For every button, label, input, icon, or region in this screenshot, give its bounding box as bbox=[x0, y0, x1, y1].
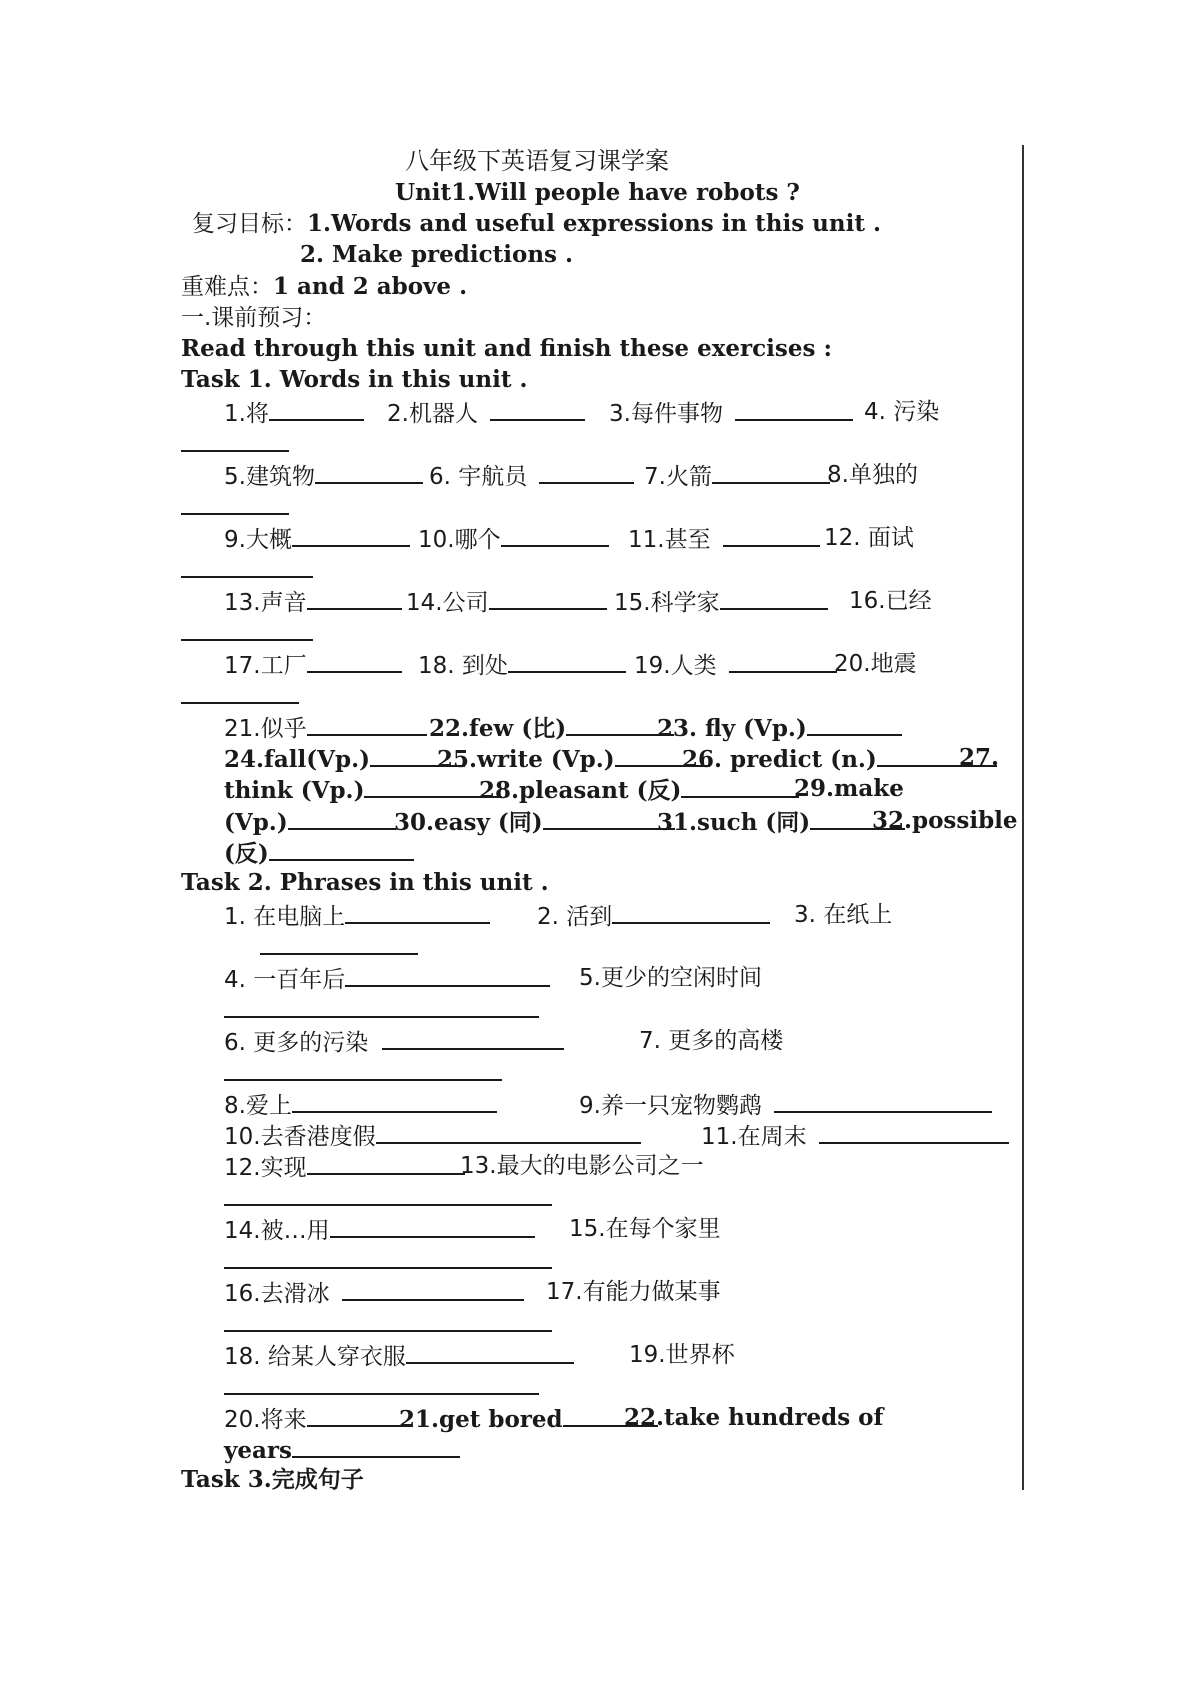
review-goals bbox=[192, 209, 881, 239]
answer-blank[interactable] bbox=[406, 1340, 574, 1364]
word-item: (反) bbox=[224, 840, 269, 867]
word-item: 8.单独的 bbox=[827, 462, 918, 488]
answer-blank[interactable] bbox=[508, 649, 626, 673]
word-row-4-wrap bbox=[181, 617, 313, 649]
phrase-item: 22.take hundreds of bbox=[624, 1404, 884, 1431]
word-row-3-wrap bbox=[181, 554, 313, 586]
word-item: 18. 到处 bbox=[418, 653, 508, 679]
word-item: 20.地震 bbox=[834, 651, 917, 677]
phrase-row-5 bbox=[224, 1120, 1014, 1150]
phrase-item: 6. 更多的污染 bbox=[224, 1030, 369, 1056]
answer-blank[interactable] bbox=[292, 523, 410, 547]
answer-blank[interactable] bbox=[729, 649, 837, 673]
answer-blank[interactable] bbox=[735, 397, 853, 421]
phrase-item: 3. 在纸上 bbox=[794, 902, 893, 928]
answer-blank[interactable] bbox=[681, 774, 799, 798]
word-item: 29.make bbox=[794, 775, 904, 802]
answer-blank[interactable] bbox=[490, 397, 585, 421]
answer-blank[interactable] bbox=[181, 554, 313, 578]
word-row-8 bbox=[224, 774, 1004, 804]
answer-blank[interactable] bbox=[612, 900, 770, 924]
answer-blank[interactable] bbox=[292, 1089, 497, 1113]
answer-blank[interactable] bbox=[269, 837, 414, 861]
answer-blank[interactable] bbox=[292, 1434, 460, 1458]
phrase-row-3 bbox=[224, 1026, 1004, 1056]
word-item: 6. 宇航员 bbox=[429, 464, 528, 490]
phrase-item: 2. 活到 bbox=[537, 904, 613, 930]
answer-blank[interactable] bbox=[489, 586, 607, 610]
phrase-item: 1. 在电脑上 bbox=[224, 904, 346, 930]
phrase-item: 17.有能力做某事 bbox=[546, 1279, 721, 1305]
phrase-item: years bbox=[224, 1437, 292, 1464]
phrase-item: 14.被…用 bbox=[224, 1218, 330, 1244]
word-item: 5.建筑物 bbox=[224, 464, 315, 490]
phrase-item: 18. 给某人穿衣服 bbox=[224, 1344, 406, 1370]
goals-label: 复习目标： bbox=[192, 211, 307, 237]
phrase-item: 12.实现 bbox=[224, 1155, 307, 1181]
phrase-row-8 bbox=[224, 1277, 1004, 1307]
word-item: 11.甚至 bbox=[628, 527, 711, 553]
task2-title: Task 2. Phrases in this unit . bbox=[181, 869, 549, 896]
phrase-row-9-wrap bbox=[224, 1371, 539, 1403]
word-item: 16.已经 bbox=[849, 588, 932, 614]
phrase-row-10-wrap bbox=[224, 1434, 460, 1466]
word-item: 24.fall(Vp.) bbox=[224, 746, 370, 773]
word-row-2-wrap bbox=[181, 491, 289, 523]
right-border-line bbox=[1022, 145, 1024, 1490]
answer-blank[interactable] bbox=[224, 1308, 552, 1332]
answer-blank[interactable] bbox=[260, 931, 418, 955]
phrase-item: 9.养一只宠物鹦鹉 bbox=[579, 1093, 762, 1119]
answer-blank[interactable] bbox=[181, 428, 289, 452]
word-item: 9.大概 bbox=[224, 527, 292, 553]
instructions: Read through this unit and finish these exercises : bbox=[181, 335, 832, 362]
answer-blank[interactable] bbox=[501, 523, 609, 547]
phrase-item: 16.去滑冰 bbox=[224, 1281, 330, 1307]
answer-blank[interactable] bbox=[224, 1371, 539, 1395]
task1-title: Task 1. Words in this unit . bbox=[181, 366, 528, 393]
phrase-row-8-wrap bbox=[224, 1308, 552, 1340]
phrase-item: 13.最大的电影公司之一 bbox=[460, 1153, 704, 1179]
word-item: 26. predict (n.) bbox=[682, 746, 877, 773]
phrase-row-1 bbox=[224, 900, 1004, 930]
word-item: 7.火箭 bbox=[644, 464, 712, 490]
answer-blank[interactable] bbox=[307, 1403, 402, 1427]
answer-blank[interactable] bbox=[288, 806, 396, 830]
word-row-5-wrap bbox=[181, 680, 299, 712]
answer-blank[interactable] bbox=[224, 994, 539, 1018]
word-row-6 bbox=[224, 712, 1004, 742]
answer-blank[interactable] bbox=[307, 1151, 465, 1175]
answer-blank[interactable] bbox=[345, 900, 490, 924]
phrase-item: 7. 更多的高楼 bbox=[639, 1028, 784, 1054]
word-item: 31.such (同) bbox=[657, 809, 811, 836]
phrase-row-7-wrap bbox=[224, 1245, 552, 1277]
answer-blank[interactable] bbox=[307, 649, 402, 673]
phrase-row-2-wrap bbox=[224, 994, 539, 1026]
phrase-row-2 bbox=[224, 963, 1004, 993]
answer-blank[interactable] bbox=[342, 1277, 524, 1301]
word-row-1-wrap bbox=[181, 428, 289, 460]
word-row-7 bbox=[224, 743, 1004, 773]
phrase-row-3-wrap bbox=[224, 1057, 502, 1089]
goal-1: 1.Words and useful expressions in this unit . bbox=[307, 210, 882, 237]
phrase-item: 21.get bored bbox=[399, 1406, 563, 1433]
word-item: 2.机器人 bbox=[387, 401, 478, 427]
answer-blank[interactable] bbox=[224, 1057, 502, 1081]
word-item: 22.few (比) bbox=[429, 715, 567, 742]
phrase-item: 19.世界杯 bbox=[629, 1342, 735, 1368]
answer-blank[interactable] bbox=[307, 712, 427, 736]
answer-blank[interactable] bbox=[819, 1120, 1009, 1144]
word-item: 10.哪个 bbox=[418, 527, 501, 553]
word-item: (Vp.) bbox=[224, 809, 288, 836]
phrase-item: 5.更少的空闲时间 bbox=[579, 965, 762, 991]
word-item: 14.公司 bbox=[406, 590, 489, 616]
word-row-4 bbox=[224, 586, 1004, 616]
phrase-item: 8.爱上 bbox=[224, 1093, 292, 1119]
phrase-item: 4. 一百年后 bbox=[224, 967, 346, 993]
answer-blank[interactable] bbox=[269, 397, 364, 421]
phrase-row-9 bbox=[224, 1340, 1004, 1370]
phrase-item: 15.在每个家里 bbox=[569, 1216, 721, 1242]
word-item: 21.似乎 bbox=[224, 716, 307, 742]
key-text: 1 and 2 above . bbox=[273, 273, 468, 300]
answer-blank[interactable] bbox=[345, 963, 550, 987]
task3-title: Task 3.完成句子 bbox=[181, 1466, 364, 1493]
word-item: 12. 面试 bbox=[824, 525, 914, 551]
key-points bbox=[181, 272, 467, 302]
phrase-row-7 bbox=[224, 1214, 1004, 1244]
section-preview-heading: 一.课前预习： bbox=[181, 305, 327, 331]
phrase-row-1-wrap bbox=[260, 931, 418, 963]
goal-2: 2. Make predictions . bbox=[300, 241, 574, 268]
answer-blank[interactable] bbox=[807, 712, 902, 736]
key-label: 重难点： bbox=[181, 274, 273, 300]
answer-blank[interactable] bbox=[774, 1089, 992, 1113]
answer-blank[interactable] bbox=[181, 680, 299, 704]
word-item: think (Vp.) bbox=[224, 777, 365, 804]
word-item: 3.每件事物 bbox=[609, 401, 723, 427]
answer-blank[interactable] bbox=[382, 1026, 564, 1050]
phrase-item: 11.在周末 bbox=[701, 1124, 807, 1150]
phrase-item: 20.将来 bbox=[224, 1407, 307, 1433]
phrase-row-4 bbox=[224, 1089, 1014, 1119]
phrase-item: 10.去香港度假 bbox=[224, 1124, 376, 1150]
word-item: 28.pleasant (反) bbox=[479, 777, 682, 804]
answer-blank[interactable] bbox=[181, 617, 313, 641]
answer-blank[interactable] bbox=[720, 586, 828, 610]
answer-blank[interactable] bbox=[224, 1245, 552, 1269]
answer-blank[interactable] bbox=[315, 460, 423, 484]
word-row-9 bbox=[224, 806, 1018, 836]
answer-blank[interactable] bbox=[376, 1120, 641, 1144]
word-item: 19.人类 bbox=[634, 653, 717, 679]
phrase-row-6 bbox=[224, 1151, 1004, 1181]
answer-blank[interactable] bbox=[181, 491, 289, 515]
answer-blank[interactable] bbox=[307, 586, 402, 610]
word-item: 27. bbox=[959, 744, 1000, 771]
word-item: 30.easy (同) bbox=[394, 809, 543, 836]
answer-blank[interactable] bbox=[539, 460, 634, 484]
answer-blank[interactable] bbox=[723, 523, 820, 547]
word-row-1 bbox=[224, 397, 1004, 427]
word-row-3 bbox=[224, 523, 1004, 553]
word-item: 23. fly (Vp.) bbox=[657, 715, 807, 742]
word-item: 17.工厂 bbox=[224, 653, 307, 679]
answer-blank[interactable] bbox=[224, 1182, 552, 1206]
word-item: 32.possible bbox=[872, 807, 1018, 834]
answer-blank[interactable] bbox=[330, 1214, 535, 1238]
word-item: 25.write (Vp.) bbox=[437, 746, 615, 773]
word-item: 13.声音 bbox=[224, 590, 307, 616]
page-title: 八年级下英语复习课学案 bbox=[405, 147, 669, 175]
word-row-10 bbox=[224, 837, 414, 869]
answer-blank[interactable] bbox=[712, 460, 830, 484]
word-item: 4. 污染 bbox=[864, 399, 940, 425]
word-item: 15.科学家 bbox=[614, 590, 720, 616]
answer-blank[interactable] bbox=[543, 806, 675, 830]
unit-subtitle: Unit1.Will people have robots ? bbox=[395, 179, 800, 206]
phrase-row-6-wrap bbox=[224, 1182, 552, 1214]
phrase-row-10 bbox=[224, 1403, 1004, 1433]
word-row-2 bbox=[224, 460, 1004, 490]
word-item: 1.将 bbox=[224, 401, 269, 427]
word-row-5 bbox=[224, 649, 1004, 679]
